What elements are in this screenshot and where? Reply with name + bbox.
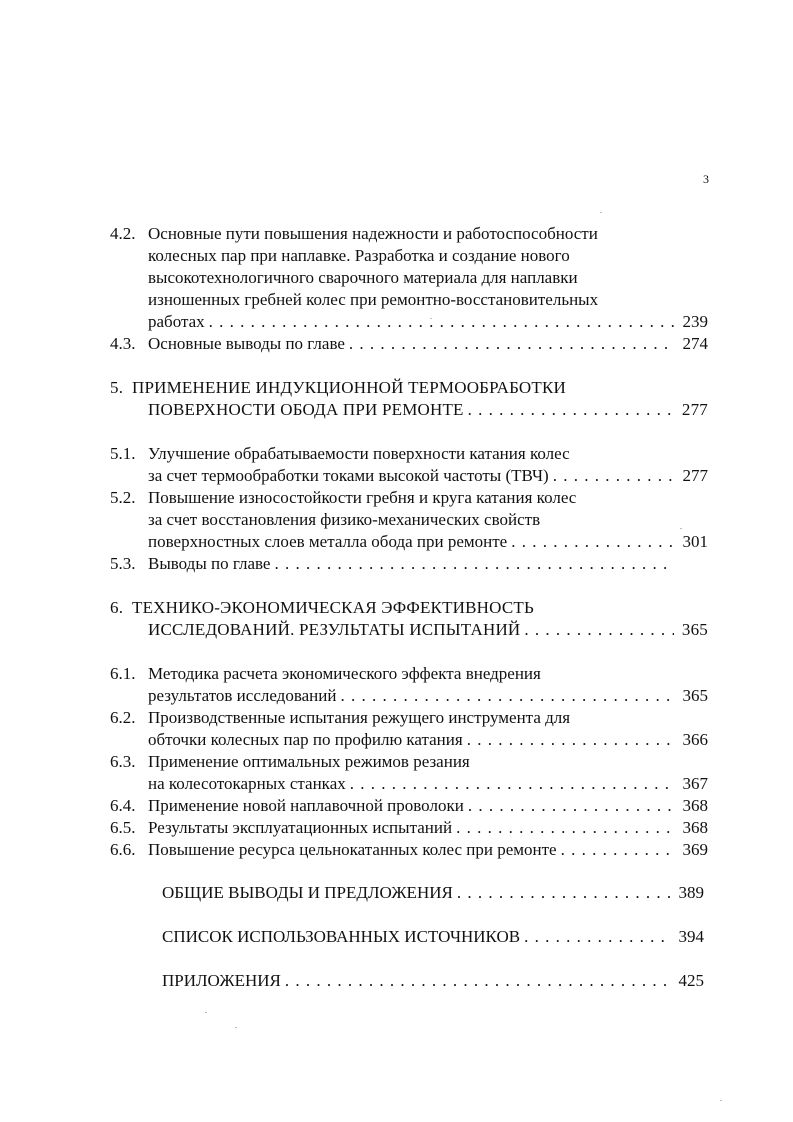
- entry-number: 4.2.: [110, 224, 136, 243]
- entry-page: 368: [682, 818, 708, 837]
- entry-number: 5.1.: [110, 444, 136, 463]
- entry-page: 274: [682, 334, 708, 353]
- toc-chapter-5: [110, 377, 708, 421]
- scan-speck: [600, 212, 602, 213]
- entry-number: 4.3.: [110, 334, 136, 353]
- chapter-page: 365: [681, 620, 708, 639]
- scan-speck: [430, 318, 432, 319]
- entry-page: 239: [682, 312, 708, 331]
- entry-number: 6.5.: [110, 818, 136, 837]
- entry-title-line: Результаты эксплуатационных испытаний: [148, 818, 453, 837]
- entry-number: 5.2.: [110, 488, 136, 507]
- toc-entry-6-2: [110, 707, 708, 751]
- dot-leader: [274, 553, 674, 575]
- toc-entry-6-6: [110, 839, 708, 861]
- entry-number: 6.3.: [110, 752, 136, 771]
- dot-leader: [457, 882, 670, 904]
- entry-title-line: работах: [148, 312, 205, 331]
- entry-title-line: за счет термообработки токами высокой частоты (ТВЧ): [148, 466, 549, 485]
- chapter-title-line: ПРИМЕНЕНИЕ ИНДУКЦИОННОЙ ТЕРМООБРАБОТКИ: [132, 378, 567, 397]
- chapter-number: 6.: [110, 598, 124, 617]
- dot-leader: [340, 685, 674, 707]
- section-title: ПРИЛОЖЕНИЯ: [162, 971, 281, 990]
- section-title: ОБЩИЕ ВЫВОДЫ И ПРЕДЛОЖЕНИЯ: [162, 883, 453, 902]
- entry-title-line: Улучшение обрабатываемости поверхности катания колес: [148, 444, 570, 463]
- chapter-title-line: ТЕХНИКО-ЭКОНОМИЧЕСКАЯ ЭФФЕКТИВНОСТЬ: [132, 598, 534, 617]
- section-page: 394: [678, 927, 704, 946]
- entry-title-line: Выводы по главе: [148, 554, 271, 573]
- entry-title-line: на колесотокарных станках: [148, 774, 346, 793]
- entry-title-line: Методика расчета экономического эффекта внедрения: [148, 664, 541, 683]
- toc-entry-6-1: [110, 663, 708, 707]
- entry-title-line: изношенных гребней колес при ремонтно-восстановительных: [148, 290, 599, 309]
- dot-leader: [468, 795, 674, 817]
- dot-leader: [456, 817, 674, 839]
- entry-page: [678, 553, 708, 575]
- dot-leader: [209, 311, 674, 333]
- entry-page: 369: [682, 840, 708, 859]
- dot-leader: [511, 531, 674, 553]
- toc-entry-5-2: [110, 487, 708, 553]
- entry-title-line: Основные пути повышения надежности и работоспособности: [148, 224, 598, 243]
- entry-title-line: обточки колесных пар по профилю катания: [148, 730, 463, 749]
- toc-references: [162, 926, 704, 948]
- entry-page: 277: [682, 466, 708, 485]
- entry-title-line: Применение оптимальных режимов резания: [148, 752, 470, 771]
- entry-title-line: Производственные испытания режущего инструмента для: [148, 708, 571, 727]
- entry-title-line: Основные выводы по главе: [148, 334, 345, 353]
- chapter-number: 5.: [110, 378, 124, 397]
- toc-entry-5-1: [110, 443, 708, 487]
- entry-title-line: колесных пар при наплавке. Разработка и создание нового: [148, 246, 570, 265]
- section-page: 389: [678, 883, 704, 902]
- toc-entry-4-2: [110, 223, 708, 333]
- entry-page: 368: [682, 796, 708, 815]
- entry-number: 6.1.: [110, 664, 136, 683]
- entry-title-line: Применение новой наплавочной проволоки: [148, 796, 464, 815]
- entry-title-line: поверхностных слоев металла обода при ремонте: [148, 532, 508, 551]
- dot-leader: [468, 399, 674, 421]
- toc-entry-4-3: [110, 333, 708, 355]
- chapter-page: 277: [681, 400, 708, 419]
- dot-leader: [561, 839, 674, 861]
- scan-speck: [235, 1027, 237, 1028]
- toc-entry-6-4: [110, 795, 708, 817]
- entry-page: 366: [682, 730, 708, 749]
- entry-title-line: за счет восстановления физико-механических свойств: [148, 510, 541, 529]
- toc-appendices: [162, 970, 704, 992]
- entry-title-line: Повышение ресурса цельнокатанных колес при ремонте: [148, 840, 557, 859]
- chapter-title-line: ИССЛЕДОВАНИЙ. РЕЗУЛЬТАТЫ ИСПЫТАНИЙ: [148, 620, 521, 639]
- entry-number: 6.4.: [110, 796, 136, 815]
- dot-leader: [467, 729, 674, 751]
- entry-title-line: результатов исследований: [148, 686, 337, 705]
- toc-chapter-6: [110, 597, 708, 641]
- dot-leader: [350, 773, 674, 795]
- toc-entry-6-5: [110, 817, 708, 839]
- dot-leader: [524, 619, 674, 641]
- entry-number: 6.6.: [110, 840, 136, 859]
- entry-page: 365: [682, 686, 708, 705]
- dot-leader: [349, 333, 674, 355]
- entry-number: 5.3.: [110, 554, 136, 573]
- entry-page: 367: [682, 774, 708, 793]
- section-page: 425: [678, 971, 704, 990]
- entry-title-line: высокотехнологичного сварочного материала для наплавки: [148, 268, 578, 287]
- toc-entry-6-3: [110, 751, 708, 795]
- page-number: 3: [703, 172, 709, 186]
- dot-leader: [553, 465, 674, 487]
- scan-speck: [680, 528, 682, 529]
- dot-leader: [285, 970, 670, 992]
- scan-speck: [205, 1012, 207, 1013]
- dot-leader: [524, 926, 670, 948]
- scan-speck: [720, 1100, 722, 1101]
- entry-number: 6.2.: [110, 708, 136, 727]
- toc-entry-5-3: [110, 553, 708, 575]
- entry-title-line: Повышение износостойкости гребня и круга катания колес: [148, 488, 577, 507]
- chapter-title-line: ПОВЕРХНОСТИ ОБОДА ПРИ РЕМОНТЕ: [148, 400, 464, 419]
- section-title: СПИСОК ИСПОЛЬЗОВАННЫХ ИСТОЧНИКОВ: [162, 927, 521, 946]
- entry-page: 301: [682, 532, 708, 551]
- toc-general-conclusions: [162, 882, 704, 904]
